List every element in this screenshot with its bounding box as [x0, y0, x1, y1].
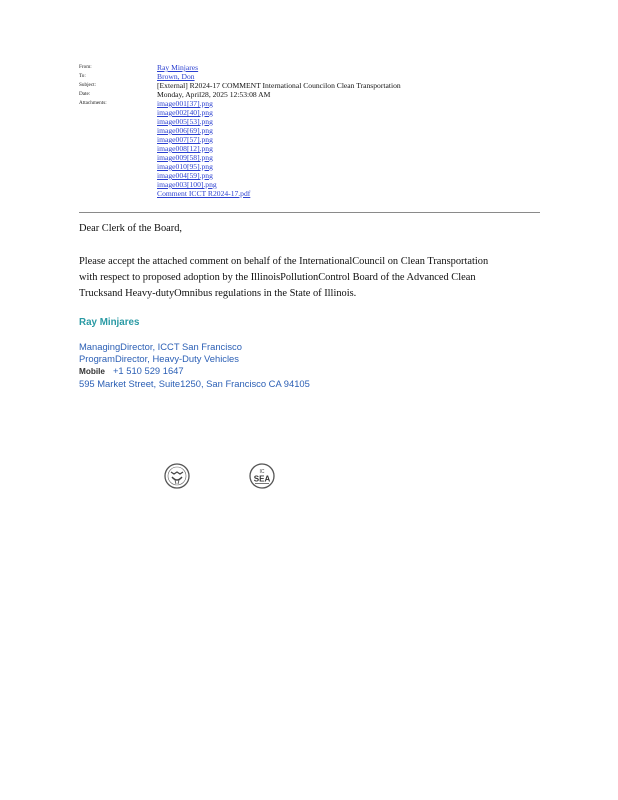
ic-sea-logo-icon[interactable] [249, 463, 275, 489]
attachment-link[interactable]: image007[57].png [157, 135, 213, 144]
logo-text-ic: IC [259, 469, 265, 475]
from-link[interactable]: Ray Minjares [157, 63, 199, 72]
from-label: From: [79, 64, 92, 70]
mobile-label: Mobile [79, 367, 105, 376]
attachment-link[interactable]: image005[53].png [157, 117, 213, 126]
signature-name: Ray Minjares [79, 317, 140, 328]
signature-address: 595 Market Street, Suite1250, San Francisco CA 94105 [79, 378, 310, 389]
date-label: Date: [79, 91, 91, 97]
logo-text-sea: SEA [253, 474, 271, 484]
body-line: Trucksand Heavy-dutyOmnibus regulations in the State of Illinois. [79, 288, 357, 299]
header-row-to [79, 72, 549, 81]
attachments-list [157, 99, 549, 198]
letter-body [79, 254, 549, 302]
signature-block [79, 341, 310, 390]
header-row-date [79, 90, 549, 99]
header-row-from [79, 63, 549, 72]
header-row-subject [79, 81, 549, 90]
subject-label: Subject: [79, 82, 97, 88]
date-value: Monday, April28, 2025 12:53:08 AM [157, 90, 271, 99]
attachment-link[interactable]: image008[12].png [157, 144, 213, 153]
attachment-link[interactable]: image010[95].png [157, 162, 213, 171]
email-header [79, 63, 549, 198]
mobile-number[interactable]: +1 510 529 1647 [112, 365, 184, 376]
attachments-label: Attachments: [79, 100, 107, 106]
attachment-link[interactable]: image002[40].png [157, 108, 213, 117]
to-link[interactable]: Brown, Don [157, 72, 195, 81]
header-row-attachments [79, 99, 549, 198]
body-line: Please accept the attached comment on behalf of the InternationalCouncil on Clean Transportation [79, 256, 489, 267]
header-divider [79, 212, 540, 213]
signature-title-1: ManagingDirector, ICCT San Francisco [79, 341, 242, 352]
to-label: To: [79, 73, 86, 79]
attachment-link[interactable]: image004[59].png [157, 171, 213, 180]
attachment-pdf-link[interactable]: Comment ICCT R2024-17.pdf [157, 189, 251, 198]
subject-value: [External] R2024-17 COMMENT International Councilon Clean Transportation [157, 81, 401, 90]
wreath-seal-logo-icon[interactable] [164, 463, 190, 489]
signature-mobile-row [79, 365, 310, 378]
salutation: Dear Clerk of the Board, [79, 223, 183, 234]
attachment-link[interactable]: image003[100].png [157, 180, 217, 189]
attachment-link[interactable]: image009[58].png [157, 153, 213, 162]
attachment-link[interactable]: image006[69].png [157, 126, 213, 135]
signature-title-2: ProgramDirector, Heavy-Duty Vehicles [79, 353, 239, 364]
attachment-link[interactable]: image001[37].png [157, 99, 213, 108]
body-line: with respect to proposed adoption by the IllinoisPollutionControl Board of the Advanced Clean [79, 272, 476, 283]
